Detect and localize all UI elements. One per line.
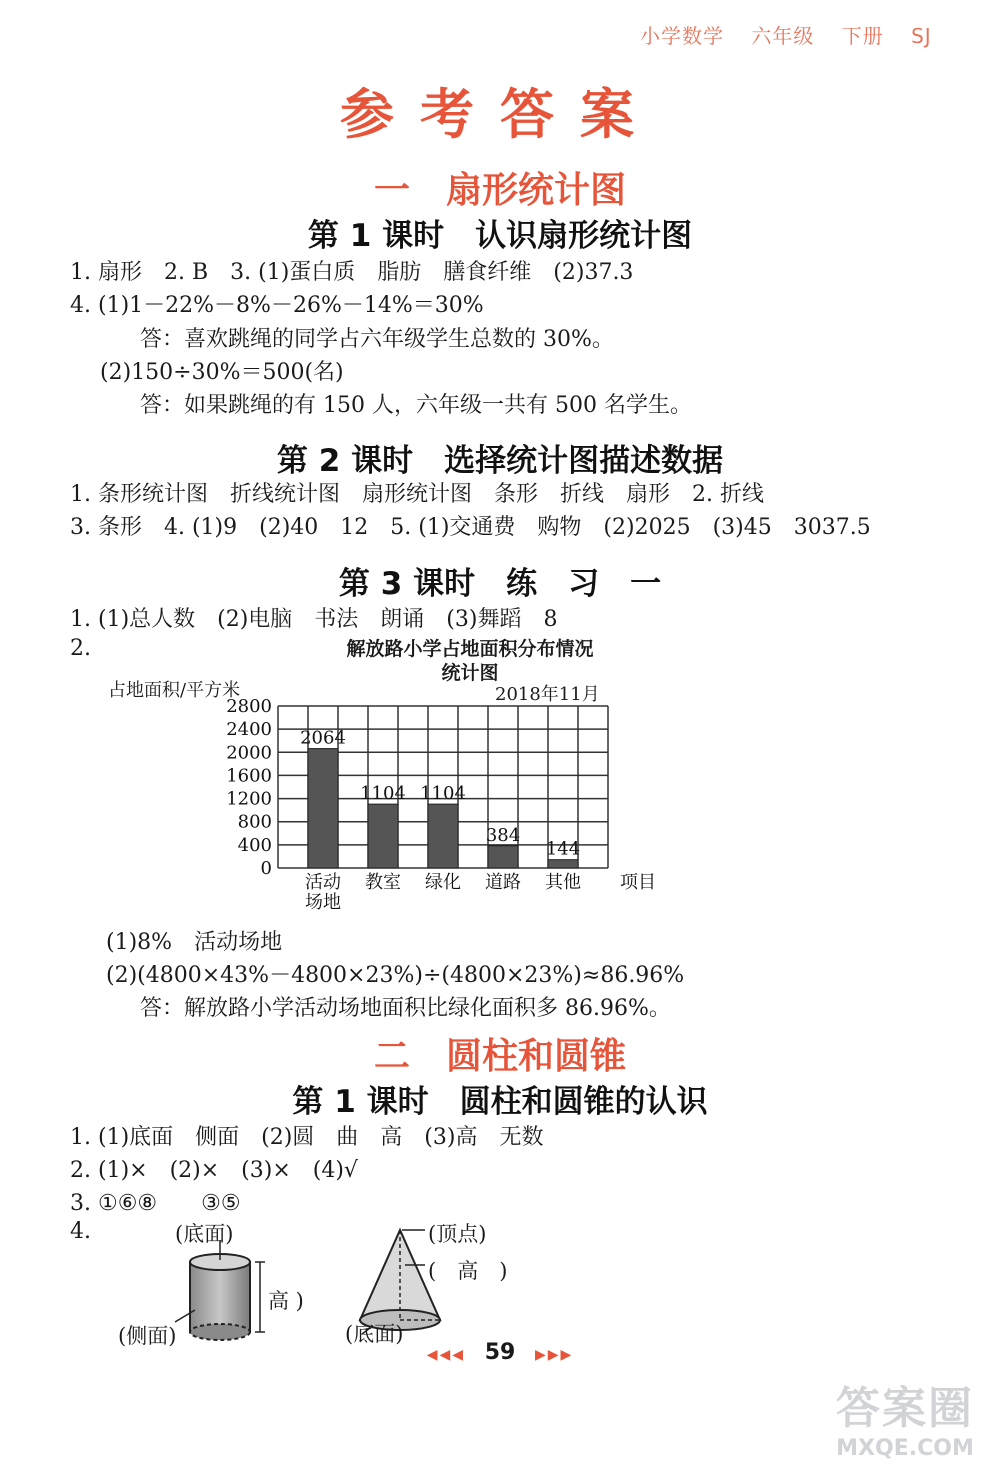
- answer-line: (2)150÷30%＝500(名): [100, 360, 344, 385]
- bar-value-label: 1104: [420, 783, 466, 805]
- header-edition: SJ: [911, 24, 932, 48]
- bar-value-label: 1104: [360, 783, 406, 805]
- chart-title-line1: 解放路小学占地面积分布情况: [346, 638, 594, 660]
- unit1-lesson3-title: 第 3 课时 练 习 一: [338, 566, 662, 602]
- answer-line: 2. (1)× (2)× (3)× (4)√: [70, 1158, 358, 1183]
- cylinder-height-label: 高 ): [268, 1289, 304, 1313]
- answer-line: 答：解放路小学活动场地面积比绿化面积多 86.96%。: [140, 996, 671, 1021]
- x-tick-label: 绿化: [425, 872, 461, 893]
- answer-line: 3. 条形 4. (1)9 (2)40 12 5. (1)交通费 购物 (2)2025 (3)45 3037.5: [70, 515, 871, 540]
- answer-line: 1. 扇形 2. B 3. (1)蛋白质 脂肪 膳食纤维 (2)37.3: [70, 260, 634, 285]
- unit2-lesson1-title: 第 1 课时 圆柱和圆锥的认识: [292, 1084, 708, 1120]
- answer-line: 1. (1)总人数 (2)电脑 书法 朗诵 (3)舞蹈 8: [70, 607, 558, 632]
- bar: [548, 860, 578, 868]
- answer-line: 4. (1)1－22%－8%－26%－14%＝30%: [70, 293, 484, 318]
- bar-value-label: 384: [485, 824, 521, 846]
- y-tick-label: 400: [237, 834, 272, 856]
- y-tick-label: 0: [260, 858, 272, 879]
- bar-value-label: 144: [545, 838, 581, 860]
- answer-line: (2)(4800×43%－4800×23%)÷(4800×23%)≈86.96%: [106, 963, 685, 988]
- chart-date: 2018年11月: [495, 684, 600, 705]
- y-tick-label: 2000: [226, 742, 272, 764]
- chart-title-line2: 统计图: [441, 662, 499, 684]
- page-footer: [0, 1340, 1000, 1365]
- y-tick-label: 1600: [226, 765, 272, 787]
- unit1-title: 一 扇形统计图: [373, 170, 626, 211]
- page-number: 59: [484, 1340, 516, 1365]
- y-tick-label: 2800: [226, 696, 272, 717]
- page-title: 参考答案: [340, 83, 660, 146]
- answer-line: 3. ①⑥⑧ ③⑤: [70, 1191, 241, 1216]
- bar-value-label: 2064: [300, 727, 346, 749]
- unit2-title: 二 圆柱和圆锥: [373, 1036, 626, 1077]
- chart-ylabel: 占地面积/平方米: [108, 680, 241, 701]
- cylinder-shape: [175, 1240, 265, 1340]
- header-grade: 六年级: [751, 24, 815, 48]
- bar: [488, 846, 518, 868]
- cylinder-side-label: (侧面): [118, 1324, 177, 1348]
- bar: [308, 749, 338, 868]
- cone-height-label: ( 高 ): [428, 1259, 508, 1283]
- footer-left-arrows: ◀◀◀: [426, 1347, 466, 1363]
- y-tick-label: 2400: [226, 719, 272, 741]
- watermark-url: MXQE.COM: [836, 1436, 974, 1461]
- y-tick-label: 1200: [226, 788, 272, 810]
- x-tick-label: 其他: [545, 872, 581, 893]
- header-subject: 小学数学: [640, 24, 724, 48]
- x-tick-label: 场地: [305, 892, 341, 913]
- cone-apex-label: (顶点): [428, 1222, 487, 1246]
- answer-line: 1. 条形统计图 折线统计图 扇形统计图 条形 折线 扇形 2. 折线: [70, 482, 764, 507]
- answer-line: 1. (1)底面 侧面 (2)圆 曲 高 (3)高 无数: [70, 1125, 544, 1150]
- cylinder-top-label: (底面): [175, 1222, 234, 1246]
- unit1-lesson1-title: 第 1 课时 认识扇形统计图: [307, 218, 693, 254]
- answer-line: 答：如果跳绳的有 150 人，六年级一共有 500 名学生。: [140, 393, 692, 418]
- x-axis-label: 项目: [620, 872, 656, 893]
- bar: [368, 804, 398, 868]
- unit1-lesson2-title: 第 2 课时 选择统计图描述数据: [276, 443, 724, 479]
- watermark-logo: 答案圈: [836, 1383, 974, 1434]
- answer-line: 2.: [70, 636, 91, 661]
- footer-right-arrows: ▶▶▶: [534, 1347, 574, 1363]
- x-tick-label: 教室: [365, 872, 401, 893]
- answer-line: 答：喜欢跳绳的同学占六年级学生总数的 30%。: [140, 327, 614, 352]
- y-tick-label: 800: [237, 811, 272, 833]
- x-tick-label: 活动: [305, 872, 341, 893]
- answer-line: (1)8% 活动场地: [106, 930, 283, 955]
- x-tick-label: 道路: [485, 872, 521, 893]
- answer-line: 4.: [70, 1219, 91, 1244]
- cone-base-label: (底面): [345, 1322, 404, 1346]
- header-term: 下册: [841, 24, 884, 48]
- watermark: [820, 1372, 990, 1461]
- bar: [428, 804, 458, 868]
